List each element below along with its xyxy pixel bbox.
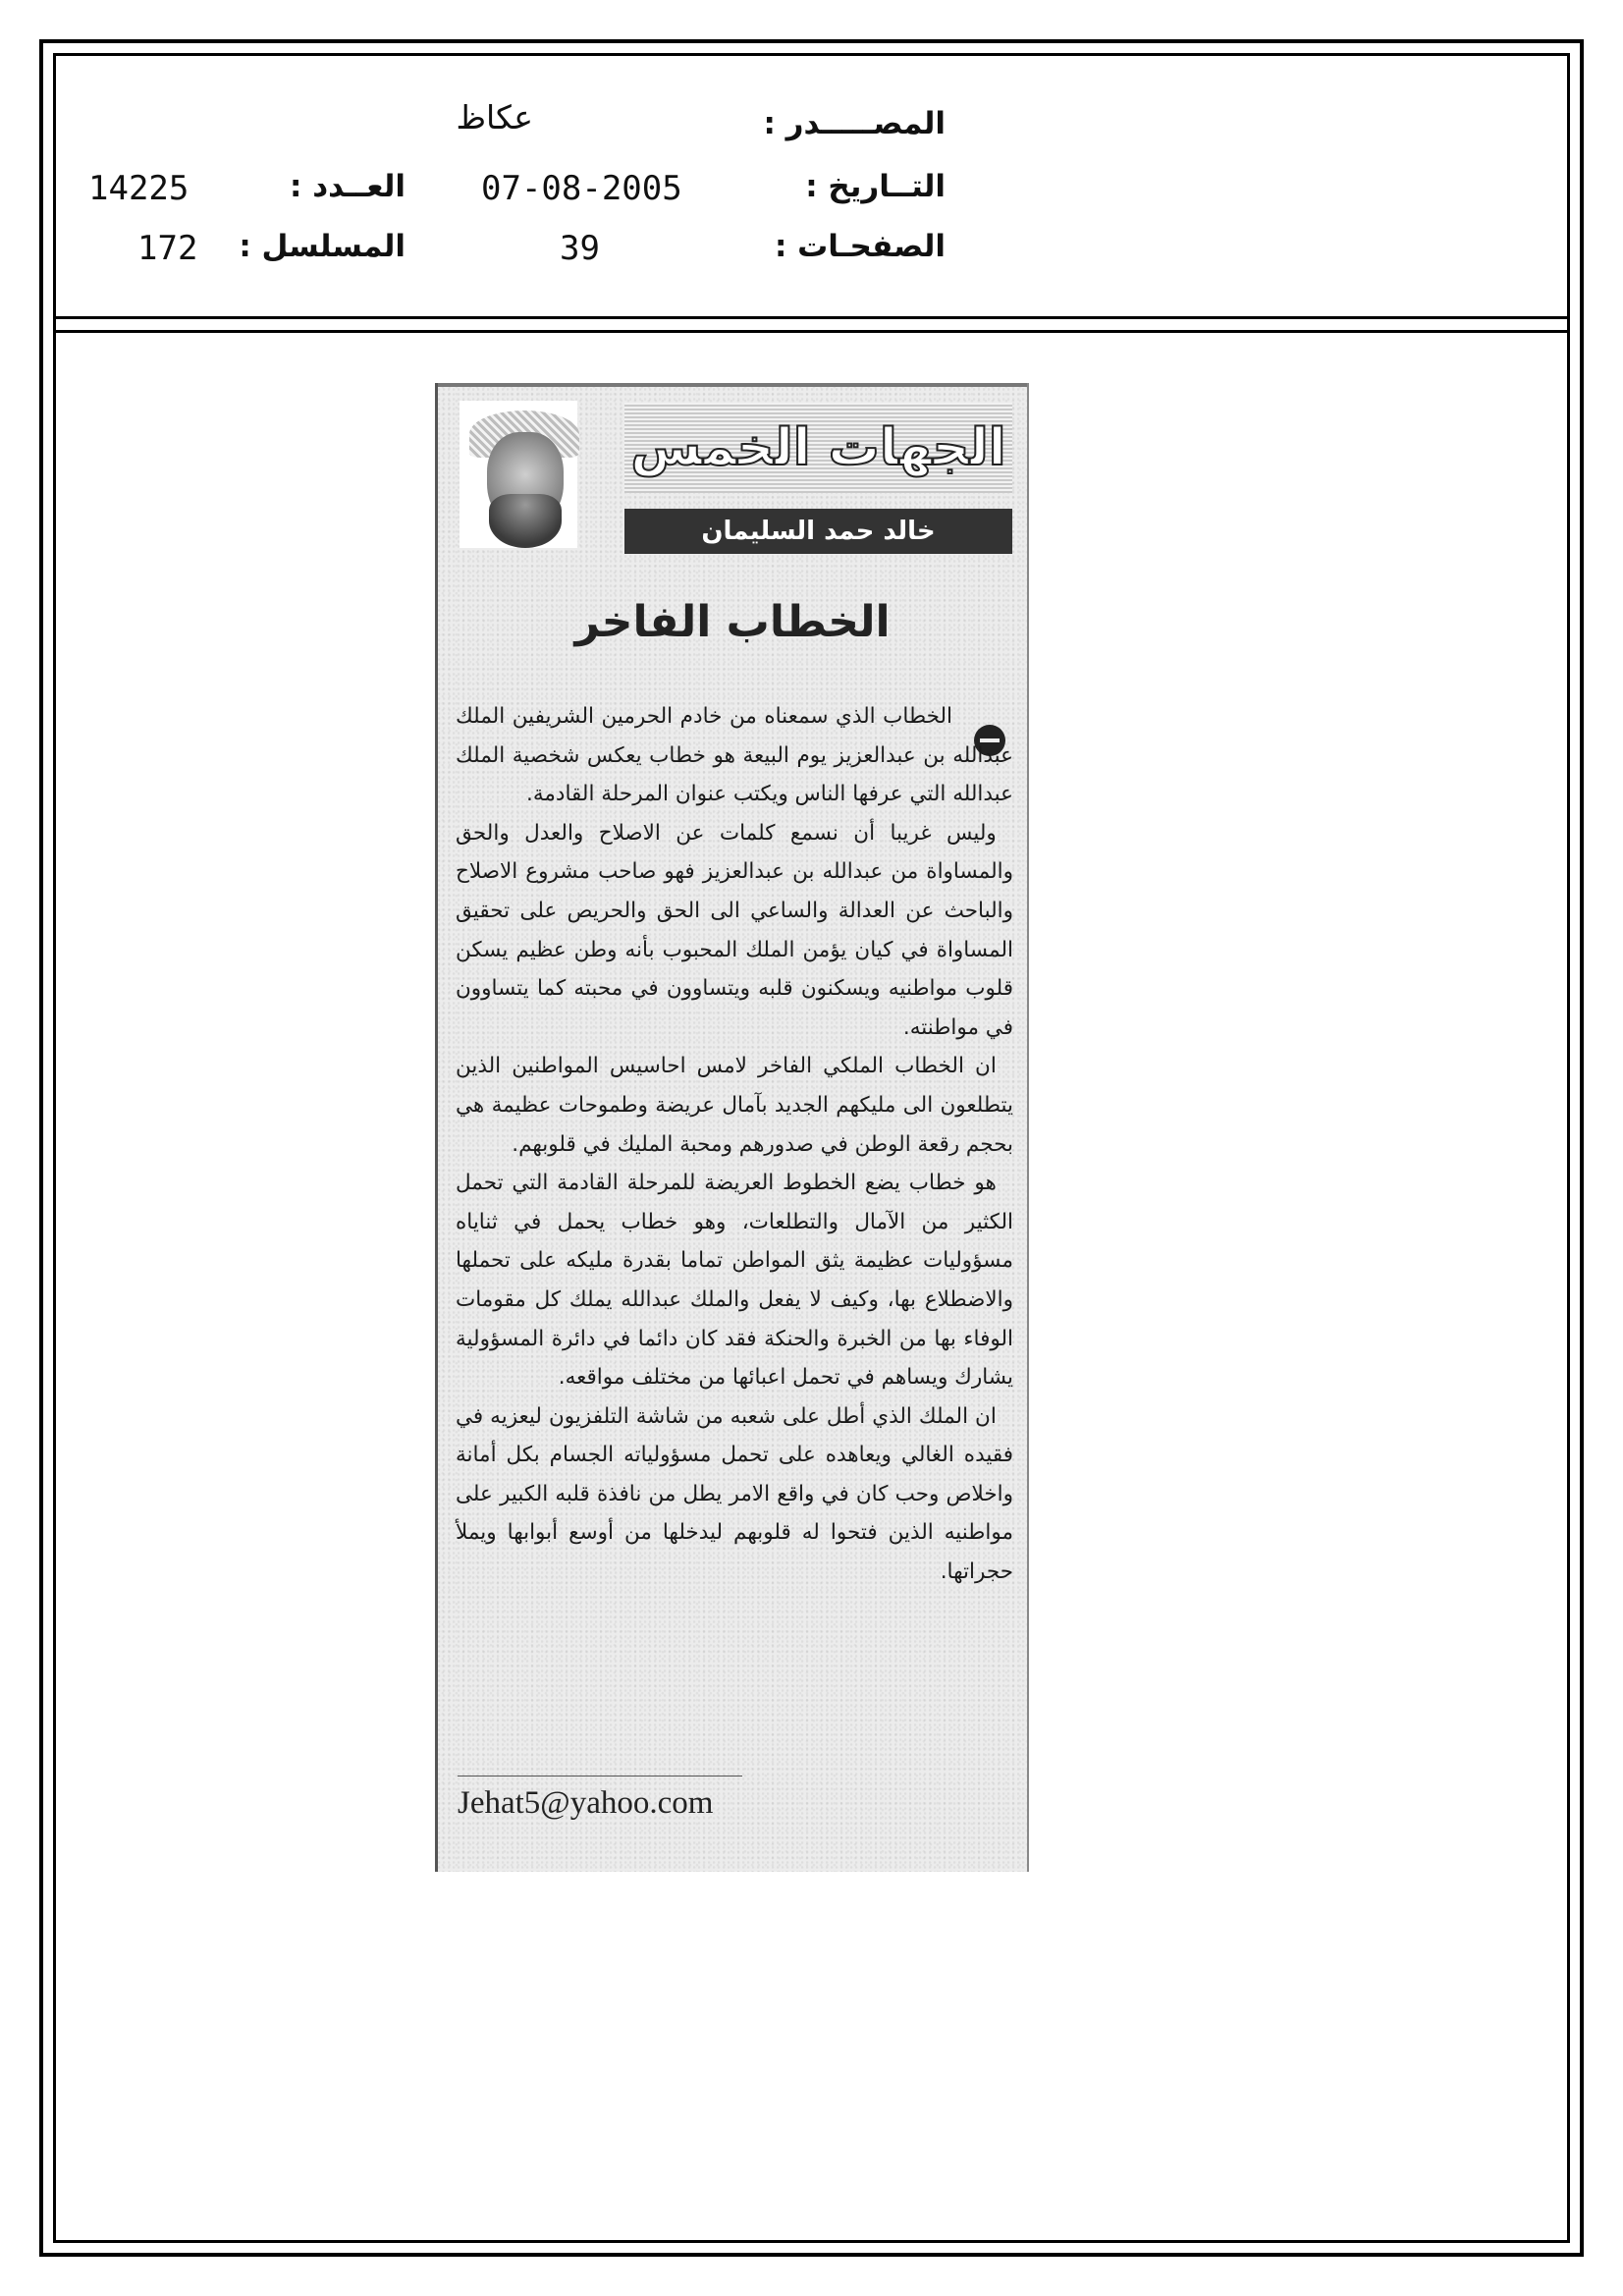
article-body xyxy=(456,697,1013,1592)
issue-value: 14225 xyxy=(88,169,189,208)
author-email: Jehat5@yahoo.com xyxy=(458,1785,714,1821)
article-title: الخطاب الفاخر xyxy=(574,597,891,647)
serial-value: 172 xyxy=(137,229,198,268)
paragraph: الخطاب الذي سمعناه من خادم الحرمين الشريفين الملك عبدالله بن عبدالعزيز يوم البيعة هو خطاب يعكس شخصية الملك عبدالله التي عرفها الناس ويكتب عنوان المرحلة القادمة. xyxy=(456,704,1013,807)
date-value: 07-08-2005 xyxy=(481,169,682,208)
source-label: المصـــــدر : xyxy=(763,106,946,141)
pages-label: الصفحـات : xyxy=(774,229,946,264)
signature-divider xyxy=(458,1776,742,1777)
header-divider-inner xyxy=(53,330,1570,333)
paragraph: وليس غريبا أن نسمع كلمات عن الاصلاح والعدل والحق والمساواة من عبدالله بن عبدالعزيز فهو صاحب مشروع الاصلاح والباحث عن العدالة والساعي الى الحق والحريص على تحقيق المساواة في كيان يؤمن الملك المحبوب بأنه وطن عظيم يسكن قلوب مواطنيه ويسكنون قلبه ويتساوون في محبته كما يتساوون في مواطنته. xyxy=(456,820,1013,1040)
column-name: الجهات الخمس xyxy=(630,418,1006,477)
clipping-top-edge xyxy=(438,383,1027,387)
newspaper-clipping xyxy=(435,383,1029,1872)
source-value: عكاظ xyxy=(456,98,533,137)
header-divider xyxy=(53,316,1570,319)
author-bar xyxy=(624,509,1012,554)
author-photo xyxy=(460,401,577,548)
column-name-banner xyxy=(624,403,1012,493)
pages-value: 39 xyxy=(560,229,600,268)
issue-label: العــدد : xyxy=(290,169,406,204)
serial-label: المسلسل : xyxy=(239,229,406,264)
paragraph: ان الخطاب الملكي الفاخر لامس احاسيس المواطنين الذين يتطلعون الى مليكهم الجديد بآمال عريضة وطموحات عظيمة هي بحجم رقعة الوطن في صدورهم ومحبة المليك في قلوبهم. xyxy=(456,1054,1013,1157)
paragraph: هو خطاب يضع الخطوط العريضة للمرحلة القادمة التي تحمل الكثير من الآمال والتطلعات، وهو خطاب يحمل في ثناياه مسؤوليات عظيمة يثق المواطن تماما بقدرة مليكه على تحملها والاضطلاع بها، وكيف لا يفعل والملك عبدالله يملك كل مقومات الوفاء بها من الخبرة والحنكة فقد كان دائما في دائرة المسؤولية يشارك ويساهم في تحمل اعبائها من مختلف مواقعه. xyxy=(456,1171,1013,1391)
author-name: خالد حمد السليمان xyxy=(701,517,936,546)
date-label: التــاريخ : xyxy=(805,169,946,204)
paragraph: ان الملك الذي أطل على شعبه من شاشة التلفزيون ليعزيه في فقيده الغالي ويعاهده على تحمل مسؤولياته الجسام بكل أمانة واخلاص وحب كان في واقع الامر يطل من نافذة قلبه الكبير على مواطنيه الذين فتحوا له قلوبهم ليدخلها من أوسع أبوابها ويملأ حجراتها. xyxy=(456,1403,1013,1585)
beard-shape xyxy=(489,494,562,548)
